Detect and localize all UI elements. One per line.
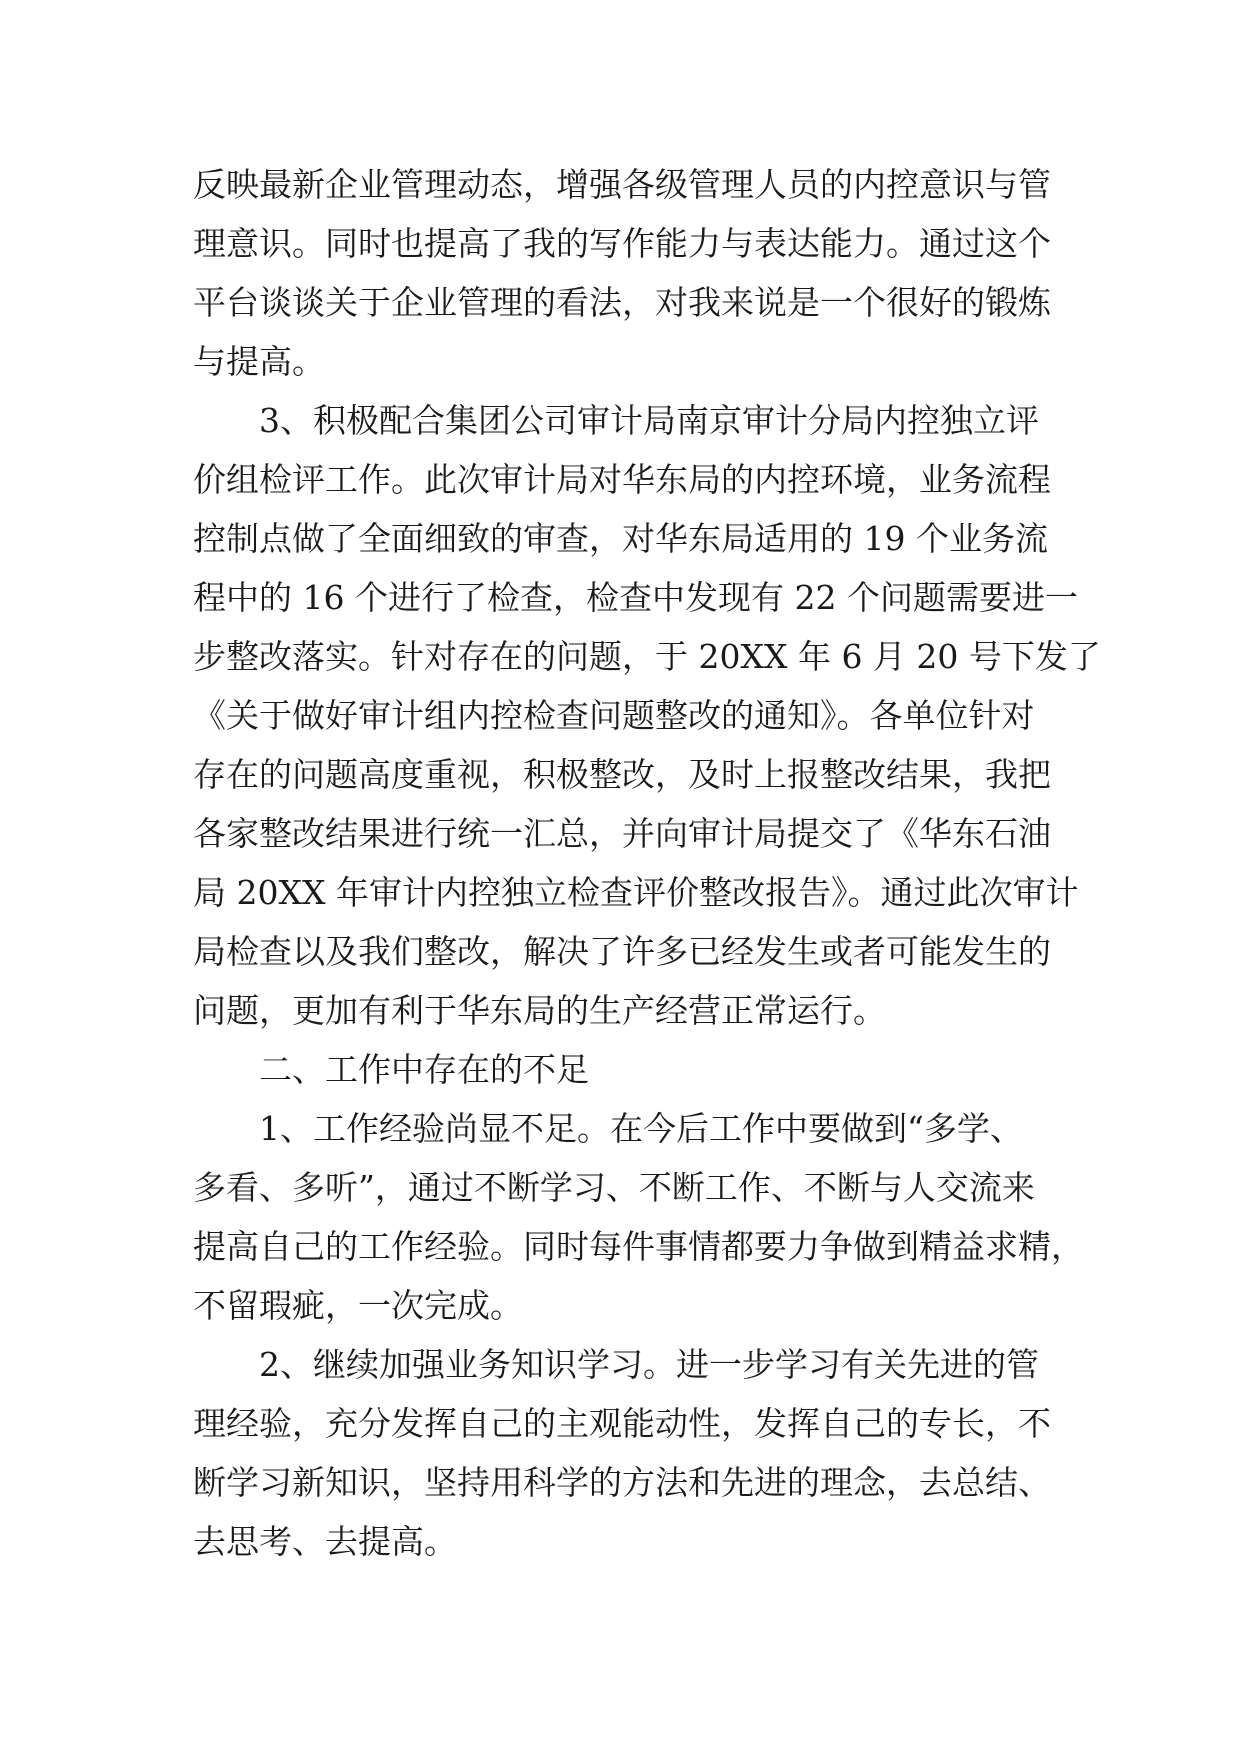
paragraph-start-line: 2、继续加强业务知识学习。进一步学习有关先进的管 (259, 1345, 1039, 1384)
text-line: 不留瑕疵，一次完成。 (193, 1286, 523, 1325)
text-line: 提高自己的工作经验。同时每件事情都要力争做到精益求精， (193, 1227, 1084, 1266)
text-line: 平台谈谈关于企业管理的看法，对我来说是一个很好的锻炼 (193, 283, 1051, 322)
text-line: 多看、多听”，通过不断学习、不断工作、不断与人交流来 (193, 1168, 1035, 1207)
text-line: 反映最新企业管理动态，增强各级管理人员的内控意识与管 (193, 165, 1051, 204)
text-line: 理经验，充分发挥自己的主观能动性，发挥自己的专长，不 (193, 1404, 1051, 1443)
text-line: 各家整改结果进行统一汇总，并向审计局提交了《华东石油 (193, 814, 1051, 853)
text-line: 局检查以及我们整改，解决了许多已经发生或者可能发生的 (193, 932, 1051, 971)
paragraph-start-line: 1、工作经验尚显不足。在今后工作中要做到“多学、 (259, 1109, 1023, 1148)
text-line: 步整改落实。针对存在的问题，于 20XX 年 6 月 20 号下发了 (193, 637, 1101, 676)
paragraph-start-line: 3、积极配合集团公司审计局南京审计分局内控独立评 (259, 401, 1039, 440)
section-heading: 二、工作中存在的不足 (259, 1050, 589, 1089)
text-line: 去思考、去提高。 (193, 1522, 457, 1561)
text-line: 存在的问题高度重视，积极整改，及时上报整改结果，我把 (193, 755, 1051, 794)
document-body (193, 155, 1101, 1571)
text-line: 断学习新知识，坚持用科学的方法和先进的理念，去总结、 (193, 1463, 1051, 1502)
text-line: 局 20XX 年审计内控独立检查评价整改报告》。通过此次审计 (193, 873, 1079, 912)
text-line: 理意识。同时也提高了我的写作能力与表达能力。通过这个 (193, 224, 1051, 263)
text-line: 价组检评工作。此次审计局对华东局的内控环境，业务流程 (193, 460, 1051, 499)
text-line: 与提高。 (193, 342, 325, 381)
text-line: 控制点做了全面细致的审查，对华东局适用的 19 个业务流 (193, 519, 1048, 558)
text-line: 问题，更加有利于华东局的生产经营正常运行。 (193, 991, 886, 1030)
text-line: 《关于做好审计组内控检查问题整改的通知》。各单位针对 (193, 696, 1035, 735)
text-line: 程中的 16 个进行了检查，检查中发现有 22 个问题需要进一 (193, 578, 1078, 617)
